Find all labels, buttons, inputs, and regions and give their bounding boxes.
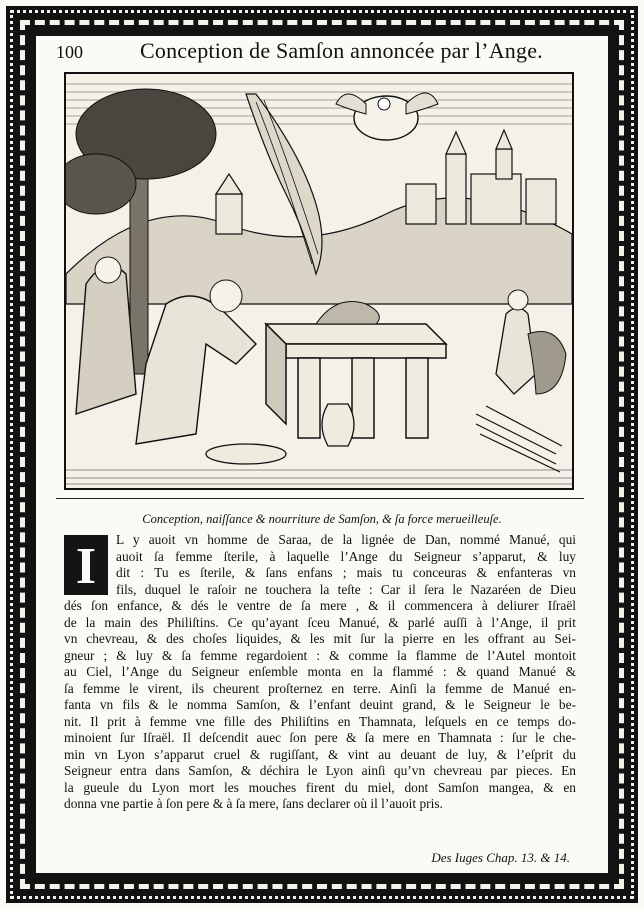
- caption-rule: [56, 498, 584, 499]
- body-line: la gueule du Lyon mort les mouches firent du miel, dont Samſon mangea, & en: [64, 779, 576, 795]
- body-line: Seigneur entra dans Samſon, & déchira le Lyon ainſi qu’vn chevreau par pieces. En: [64, 763, 576, 778]
- body-line: ſa femme le virent, ils cheurent proſternez en terre. Ainſi la femme de Manué en-: [64, 680, 576, 696]
- body-line: nit. Il prit à femme vne fille des Philiſtins en Thamnata, leſquels en ce temps do-: [64, 713, 576, 729]
- page-title: Conception de Samſon annoncée par l’Ange.: [140, 38, 543, 63]
- body-line: dés ſon enfance, & dés le ventre de ſa mere , & il commencera à deliurer Iſraël: [64, 598, 576, 613]
- body-line: fils, duquel le raſoir ne touchera la teſte : Car il ſera le Nazaréen de Dieu: [116, 581, 576, 597]
- body-line: vn chevreau, & des choſes liquides, & les mit ſur la pierre en les offrant au Sei-: [64, 631, 576, 646]
- ground-hatching: [66, 470, 572, 484]
- angel: [336, 93, 438, 140]
- body-line: donna vne partie à ſon pere & à ſa mere, ſans declarer où il l’auoit pris.: [64, 796, 443, 811]
- woodcut-scene: [66, 74, 572, 488]
- body-line: auoit ſa femme ſterile, à laquelle l’Ange du Seigneur s’apparut, & luy: [116, 548, 576, 564]
- woodcut-illustration: [64, 72, 574, 490]
- body-line: gneur ; & luy & ſa femme regardoient : & comme la flamme de l’Autel montoit: [64, 647, 576, 663]
- body-line: min vn Lyon s’apparut cruel & rugiſſant, & vint au deuant de luy, & l’eſprit du: [64, 746, 576, 762]
- body-text: [64, 532, 576, 813]
- body-line: minoient ſur Iſraël. Il deſcendit auec ſon pere & ſa mere en Thamnata : ſur le che-: [64, 730, 576, 745]
- scripture-reference: Des Iuges Chap. 13. & 14.: [431, 850, 570, 865]
- offering: [316, 302, 379, 325]
- samson-with-lion: [496, 290, 566, 394]
- drop-cap: I: [64, 535, 108, 595]
- body-line: au Ciel, l’Ange du Seigneur enſemble monta en la flammé : & quand Manué &: [64, 664, 576, 679]
- wood-bundle: [476, 406, 562, 472]
- page-content: [38, 38, 606, 871]
- body-line: de la main des Philiſtins. Ce qu’ayant ſceu Manué, & parlé auſſi à l’Ange, il prit: [64, 614, 576, 630]
- body-line: dit : Tu es ſterile, & ſans enfans ; mais tu conceuras & enfanteras vn: [116, 565, 576, 580]
- body-line: L y auoit vn homme de Saraa, de la lignée de Dan, nommé Manué, qui: [116, 532, 576, 547]
- illustration-caption: Conception, naiſſance & nourriture de Samſon, & ſa force merueilleuſe.: [142, 512, 502, 526]
- page-number: 100: [56, 42, 83, 62]
- page-header: [48, 38, 596, 68]
- altar: [266, 324, 446, 438]
- body-line: fanta vn fils & le nomma Samſon, & l’enfant deuint grand, & le Seigneur le be-: [64, 697, 576, 712]
